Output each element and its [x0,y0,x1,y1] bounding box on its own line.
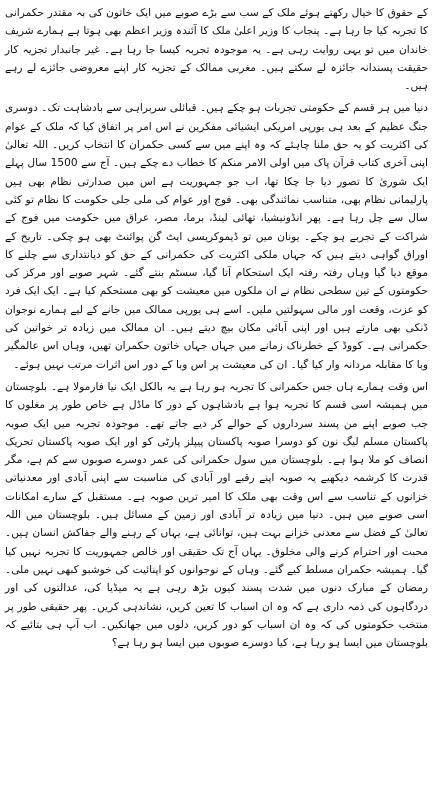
article-paragraph-2: دنیا میں ہر قسم کے حکومتی تجربات ہو چکے ہیں۔ قبائلی سربراہی سے بادشاہت تک۔ دوسری جنگ عظیم کے بعد ہی یورپی امریکی ایشیائی مفکرین نے اس امر پر اتفاق کیا کہ ملک کے عوام کی اکثریت کو یہ حق ملنا چاہئے کہ وہ اپنے میں سے کسی حکمران کا انتخاب کریں۔ اللہ تعالیٰ اپنی آخری کتاب قرآن پاک میں اولی الامر منکم کا خطاب دے چکے ہیں۔ آج سے 1500 سال پہلے ایک شوریٰ کا تصور دیا جا چکا تھا، اب جو جمہوریت ہے اس میں صدارتی نظام بھی ہیں پارلیمانی نظام بھی، متناسب نمائندگی بھی۔ فوج اور عوام کی ملی جلی حکومت کا نظام تو کئی سال سے چل رہا ہے۔ پھر انڈونیشیا، تھائی لینڈ، برما، مصر، عراق میں حکومت میں فوج کے شراکت کے تجربے ہو چکے۔ یونان میں تو ڈیموکریسی ایٹ گن پوائنٹ بھی ہو چکی۔ تاریخ کے اوراق گواہی دیتے ہیں کہ جہاں ملکی اکثریت کی حکمرانی کے حق کو دیانتداری سے چلنے کا موقع دیا گیا وہاں رفتہ رفتہ ایک استحکام آتا گیا، سسٹم بنتے گئے۔ شہر صوبے اور مرکز کی حکومتوں کے تین سطحی نظام نے ان ملکوں میں معیشت کو بھی مستحکم کیا ہے۔ ایک ایک فرد کو عزت، وقعت اور مالی سہولتیں ملیں۔ اسے ہی یورپی ممالک میں جانے کے لیے ہمارے نوجوان ڈنکی بھی مارتے ہیں اور اپنی آبائی مکان بیچ دیتے ہیں۔ ان ممالک میں زیادہ تر خواتین کی حکمرانی ہے۔ کووڈ کے خطرناک زمانے میں جہاں جہاں خاتون حکمران تھیں، وہاں اس عالمگیر وبا کا مقابلہ مردانہ وار کیا گیا۔ ان کی معیشت پر اس وبا کے دور اس اثرات مرتب نہیں ہوئے۔ [5,102,428,371]
article-paragraph-3: اس وقت ہمارے ہاں جس حکمرانی کا تجربہ ہو رہا ہے یہ بالکل ایک نیا فارمولا ہے۔ بلوچستان میں ہمیشہ اسی قسم کا تجربہ ہوا ہے بادشاہوں کے دور کا ماڈل ہے خاص طور پر مغلوں کا جب صوبے اپنے من پسند سرداروں کے حوالے کر دیے جاتے تھے۔ موجودہ تجربہ میں ایک صوبہ پاکستان مسلم لیگ نون کو دوسرا صوبہ پاکستان پیپلز پارٹی کو اور ایک صوبہ پاکستان تحریک انصاف کو ملا ہوا ہے۔ بلوچستان میں سول حکمرانی کی عمر دوسرے صوبوں سے کم ہے، مگر قدرت کا کرشمہ دیکھیے یہ صوبہ اپنے رقبے اور آبادی کی مناسبت سے اپنی آبادی اور معدنیاتی خزانوں کے تناسب سے اس وقت بھی ملک کا امیر ترین صوبہ ہے۔ مستقبل کے سارے امکانات اسی صوبے میں ہیں۔ دنیا میں زیادہ تر آبادی اور زمین کے مسائل ہیں۔ بلوچستان میں اللہ تعالیٰ کے فضل سے معدنی خزانے بہت ہیں، توانائی ہے، یہاں کے رہنے والے جفاکش انسان ہیں۔ محبت اور احترام کرنے والی مخلوق۔ یہاں آج تک حقیقی اور خالص جمہوریت کا تجربہ نہیں کیا گیا۔ ہمیشہ حکمران مسلط کیے گئے۔ وہاں کے نوجوانوں کو اپنائیت کی خوشبو کبھی نہیں ملی۔ رمضان کے مبارک دنوں میں شدت پسند کیوں بڑھ رہی ہے یہ میڈیا کی، عدالتوں کی اور دردگاہوں کی ذمہ داری ہے کہ وہ ان اسباب کا تعین کریں، نشاندہی کریں۔ پھر حقیقی طور پر منتخب حکومتوں کی کہ وہ ان اسباب کو دور کریں، دلوں میں جھانکیں۔ اب آپ ہی بتائیے کہ بلوچستان میں ایسا ہو رہا ہے، کیا دوسرے صوبوں میں ایسا ہو رہا ہے؟ [5,380,428,650]
article-paragraph-1: کے حقوق کا خیال رکھتے ہوئے ملک کے سب سے بڑے صوبے میں ایک خاتون کی بہ مقتدر حکمرانی کا تجربہ کیا جا رہا ہے۔ پنجاب کا وزیر اعلیٰ ملک کا آئندہ وزیر اعظم بھی ہوتا ہے ہمارے شریف خاندان میں تو یہی روایت رہی ہے۔ یہ موجودہ تجربہ کیسا جا رہا ہے۔ غیر جانبدار تجزیہ کار حقیقت پسندانہ جائزہ لے سکتے ہیں۔ مغربی ممالک کے تجزیہ کار اپنے معروضی جائزے لے رہے ہیں۔ [5,7,428,93]
